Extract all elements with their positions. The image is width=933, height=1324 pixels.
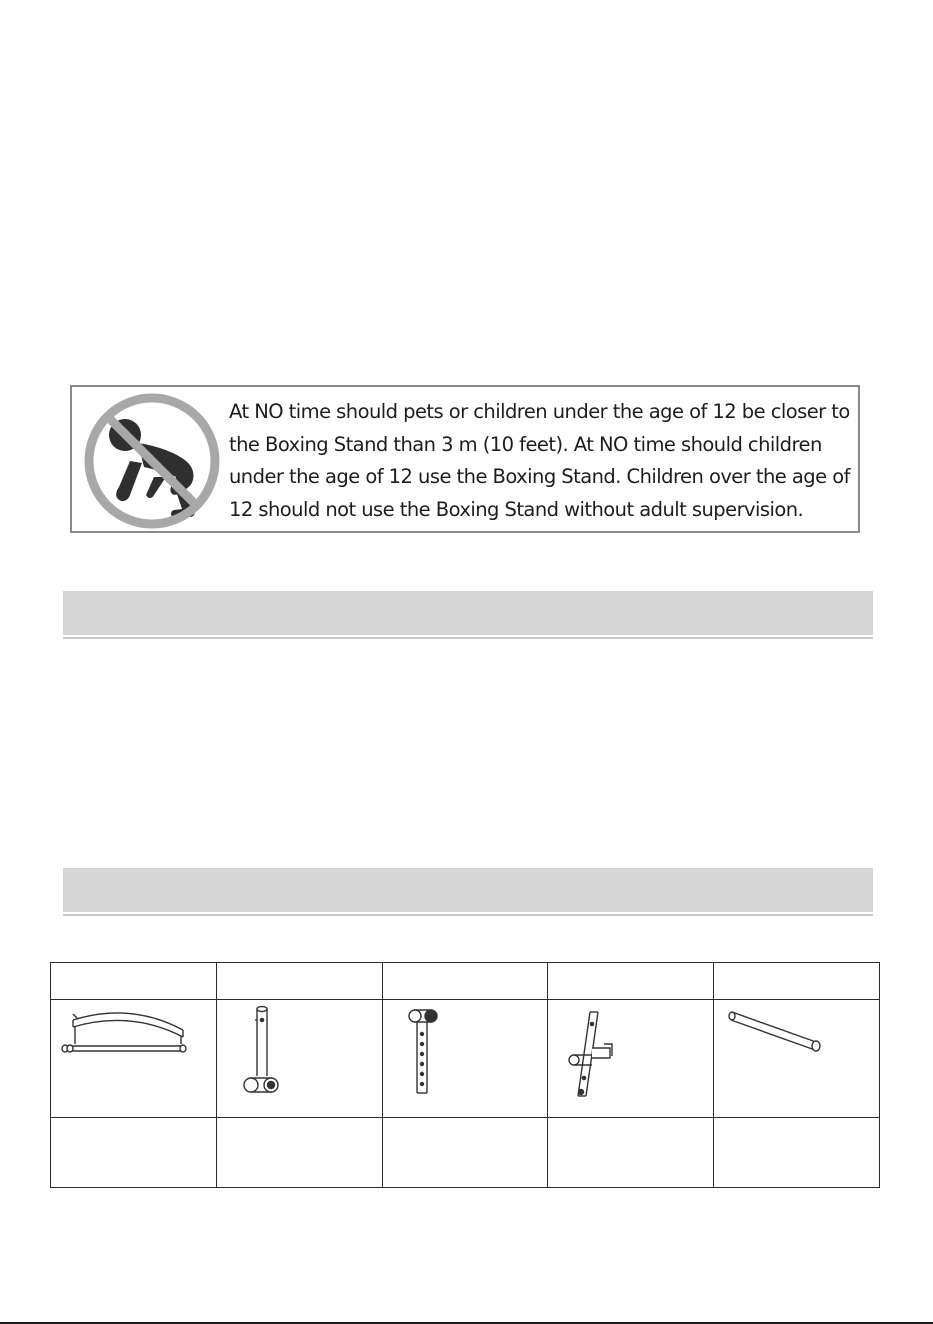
table-cell <box>216 1118 382 1188</box>
section-heading-bar <box>63 868 873 912</box>
table-cell <box>51 963 217 1000</box>
adjustable-post-icon <box>383 1000 548 1117</box>
section-heading-bar <box>63 591 873 635</box>
left-upright-tube-icon <box>217 1000 382 1117</box>
table-cell <box>714 963 880 1000</box>
table-row <box>51 963 880 1000</box>
section-divider <box>63 914 873 916</box>
warning-box <box>70 385 860 533</box>
straight-tube-icon <box>714 1000 879 1117</box>
table-cell <box>548 1118 714 1188</box>
table-cell <box>51 1000 217 1118</box>
warning-text: At NO time should pets or children under the age of 12 be closer to the Boxing Stand than 3 m (10 feet). At NO time should children under the age of 12 use the Boxing Stand. Children over the age of 12 should not use the Boxing Stand without adult supervision. <box>229 400 850 521</box>
no-children-icon <box>82 391 222 531</box>
table-row <box>51 1118 880 1188</box>
table-cell <box>382 1000 548 1118</box>
table-cell <box>714 1118 880 1188</box>
curved-top-bar-icon <box>51 1000 216 1117</box>
table-cell <box>382 963 548 1000</box>
section-divider <box>63 637 873 639</box>
table-cell <box>714 1000 880 1118</box>
table-cell <box>216 1000 382 1118</box>
parts-table <box>50 962 880 1188</box>
table-cell <box>548 1000 714 1118</box>
post-with-bracket-icon <box>548 1000 713 1117</box>
table-row <box>51 1000 880 1118</box>
table-cell <box>51 1118 217 1188</box>
table-cell <box>216 963 382 1000</box>
table-cell <box>548 963 714 1000</box>
table-cell <box>382 1118 548 1188</box>
